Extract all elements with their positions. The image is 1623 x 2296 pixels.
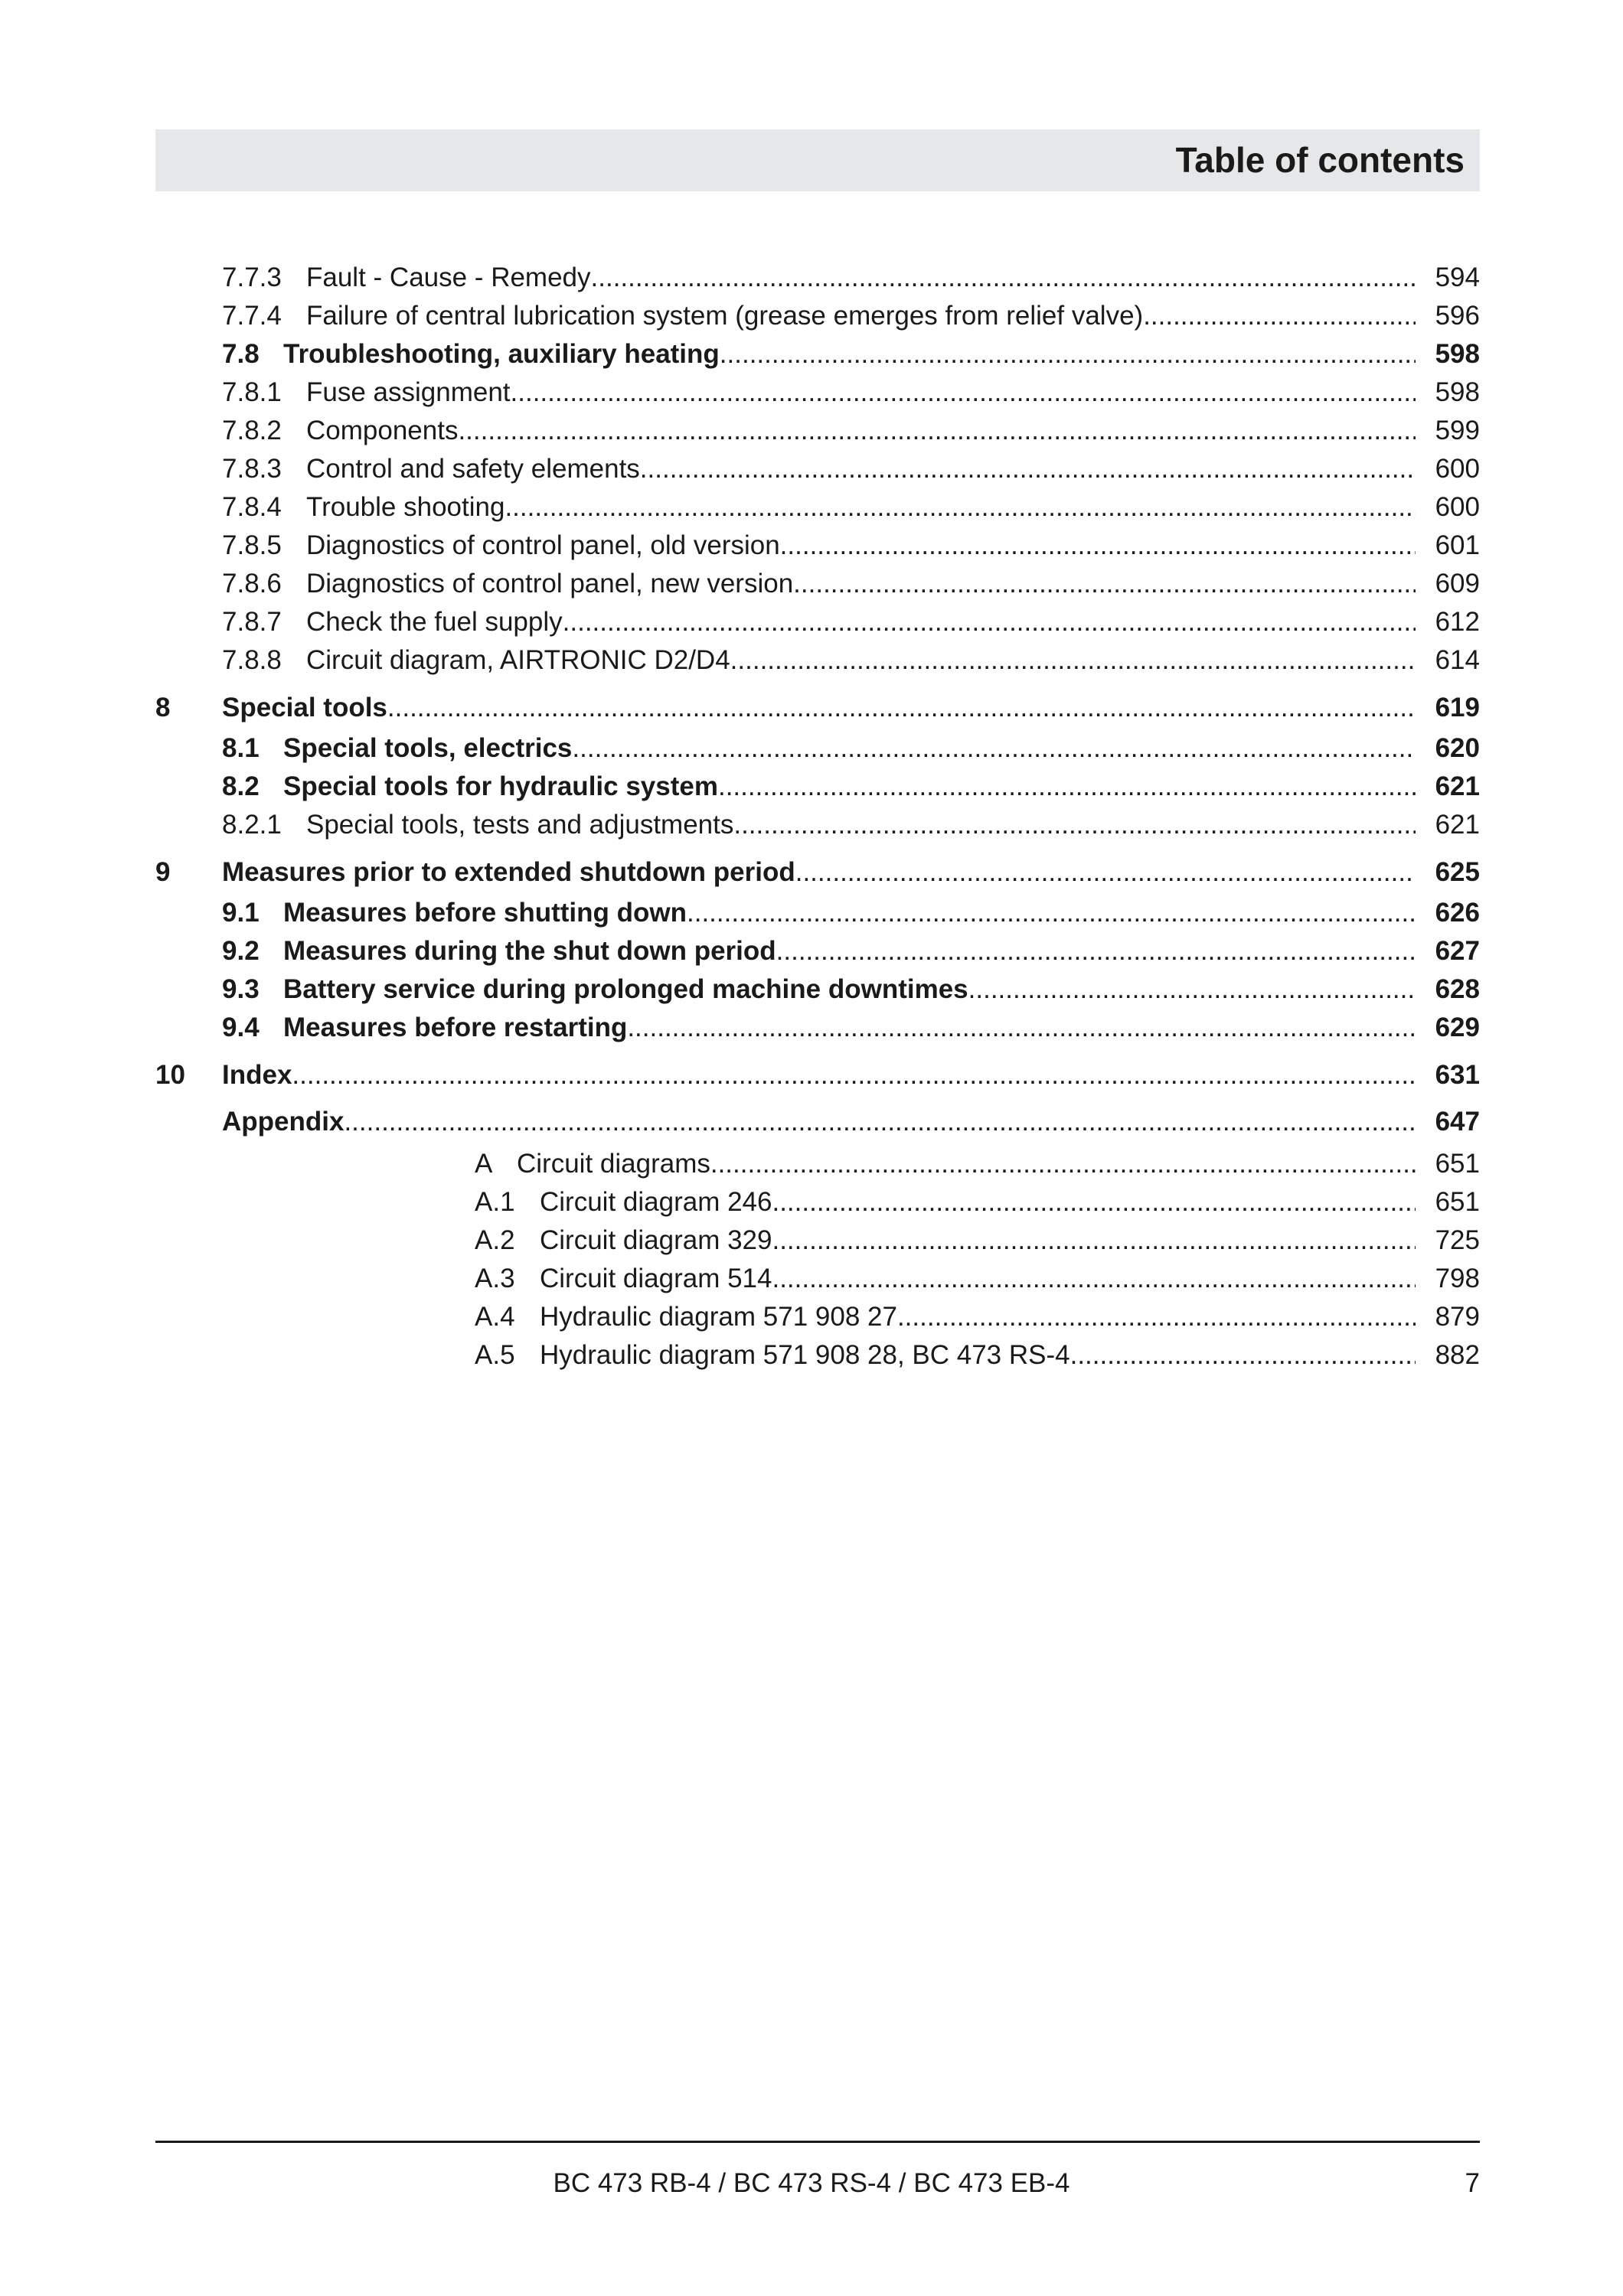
- footer-model-text: BC 473 RB-4 / BC 473 RS-4 / BC 473 EB-4: [553, 2168, 1070, 2198]
- toc-page: 625: [1435, 857, 1480, 887]
- toc-leader: [687, 895, 1416, 931]
- toc-entry[interactable]: [222, 807, 1480, 843]
- toc-number: 8.1: [222, 733, 260, 763]
- toc-title: Measures before restarting: [283, 1013, 628, 1042]
- toc-entry[interactable]: [475, 1300, 1480, 1335]
- toc-page: 620: [1435, 733, 1480, 763]
- toc-page: 600: [1435, 492, 1480, 522]
- toc-title: Special tools, electrics: [283, 733, 573, 763]
- toc-entry[interactable]: [475, 1261, 1480, 1296]
- toc-title: Appendix: [222, 1107, 345, 1137]
- toc-number: 9.4: [222, 1013, 260, 1042]
- toc-leader: [795, 855, 1416, 890]
- toc-entry[interactable]: [222, 375, 1480, 410]
- toc-title: Diagnostics of control panel, old version: [306, 530, 780, 560]
- toc-entry[interactable]: [475, 1146, 1480, 1182]
- toc-entry[interactable]: [475, 1338, 1480, 1373]
- toc-page: 599: [1435, 416, 1480, 445]
- toc-leader: [640, 452, 1416, 487]
- toc-title: Special tools, tests and adjustments: [306, 810, 734, 840]
- toc-title: Troubleshooting, auxiliary heating: [283, 339, 720, 369]
- toc-number: 7.8: [222, 339, 260, 369]
- toc-page: 628: [1435, 974, 1480, 1004]
- toc-leader: [776, 934, 1416, 969]
- toc-title: Circuit diagrams: [517, 1149, 710, 1179]
- toc-title: Fuse assignment: [306, 377, 511, 407]
- toc-number: 9.3: [222, 974, 260, 1004]
- toc-number: 7.8.2: [222, 416, 282, 445]
- toc-entry[interactable]: [222, 731, 1480, 766]
- toc-title: Control and safety elements: [306, 454, 640, 484]
- toc-number: A.2: [475, 1225, 515, 1255]
- toc-title: Circuit diagram 514: [540, 1264, 772, 1293]
- toc-page: 651: [1435, 1149, 1480, 1179]
- toc-page: 629: [1435, 1013, 1480, 1042]
- toc-page: 647: [1435, 1107, 1480, 1137]
- toc-page: 627: [1435, 936, 1480, 966]
- toc-entry[interactable]: [222, 528, 1480, 563]
- toc-title: Measures prior to extended shutdown period: [222, 857, 795, 887]
- toc-entry[interactable]: [222, 1010, 1480, 1045]
- toc-number: 8.2: [222, 771, 260, 801]
- toc-title: Hydraulic diagram 571 908 28, BC 473 RS-4: [540, 1340, 1070, 1370]
- toc-entry[interactable]: [155, 855, 1480, 890]
- toc-leader: [710, 1146, 1416, 1182]
- toc-number: A.3: [475, 1264, 515, 1293]
- toc-page: 612: [1435, 607, 1480, 637]
- toc-page: 651: [1435, 1187, 1480, 1217]
- toc-entry[interactable]: [222, 934, 1480, 969]
- toc-page: 725: [1435, 1225, 1480, 1255]
- footer-divider: [155, 2141, 1480, 2143]
- toc-leader: [733, 807, 1416, 843]
- toc-number: 7.8.3: [222, 454, 282, 484]
- toc-leader: [897, 1300, 1416, 1335]
- toc-leader: [772, 1223, 1416, 1258]
- toc-number: 9.1: [222, 898, 260, 928]
- toc-leader: [772, 1185, 1416, 1220]
- toc-title: Circuit diagram, AIRTRONIC D2/D4: [306, 645, 730, 675]
- toc-title: Measures during the shut down period: [283, 936, 776, 966]
- toc-title: Circuit diagram 329: [540, 1225, 772, 1255]
- toc-title: Diagnostics of control panel, new version: [306, 569, 794, 598]
- toc-leader: [1070, 1338, 1416, 1373]
- toc-title: Hydraulic diagram 571 908 27: [540, 1302, 897, 1332]
- footer-page-number: 7: [1465, 2168, 1480, 2198]
- toc-page: 598: [1435, 377, 1480, 407]
- toc-entry[interactable]: [222, 452, 1480, 487]
- toc-entry[interactable]: [222, 260, 1480, 295]
- toc-leader: [572, 731, 1416, 766]
- toc-number: 8: [155, 693, 171, 722]
- toc-leader: [458, 413, 1416, 448]
- toc-entry[interactable]: [222, 769, 1480, 804]
- toc-leader: [720, 337, 1416, 372]
- toc-number: A.4: [475, 1302, 515, 1332]
- toc-title: Measures before shutting down: [283, 898, 687, 928]
- toc-entry[interactable]: [222, 643, 1480, 678]
- toc-number: 9.2: [222, 936, 260, 966]
- toc-leader: [292, 1058, 1416, 1093]
- toc-number: A.1: [475, 1187, 515, 1217]
- toc-page: 619: [1435, 693, 1480, 722]
- header-bar: [155, 129, 1480, 191]
- toc-page: 596: [1435, 301, 1480, 331]
- toc-entry[interactable]: [475, 1185, 1480, 1220]
- toc-number: 7.8.4: [222, 492, 282, 522]
- toc-leader: [772, 1261, 1416, 1296]
- toc-leader: [344, 1104, 1416, 1140]
- toc-title: Special tools: [222, 693, 387, 722]
- toc-number: 7.7.3: [222, 263, 282, 292]
- toc-page: 601: [1435, 530, 1480, 560]
- toc-title: Check the fuel supply: [306, 607, 563, 637]
- toc-number: 7.8.6: [222, 569, 282, 598]
- toc-leader: [718, 769, 1416, 804]
- toc-leader: [730, 643, 1416, 678]
- toc-entry[interactable]: [155, 690, 1480, 726]
- toc-page: 631: [1435, 1060, 1480, 1090]
- toc-number: 7.7.4: [222, 301, 282, 331]
- toc-entry[interactable]: [222, 490, 1480, 525]
- toc-leader: [511, 375, 1416, 410]
- toc-leader: [387, 690, 1416, 726]
- toc-leader: [968, 972, 1416, 1007]
- toc-leader: [563, 605, 1416, 640]
- toc-page: 594: [1435, 263, 1480, 292]
- toc-leader: [1143, 298, 1416, 334]
- toc-page: 626: [1435, 898, 1480, 928]
- toc-title: Failure of central lubrication system (grease emerges from relief valve): [306, 301, 1144, 331]
- toc-number: 10: [155, 1060, 185, 1090]
- toc-entry[interactable]: [155, 1058, 1480, 1093]
- toc-entry[interactable]: [222, 298, 1480, 334]
- toc-title: Fault - Cause - Remedy: [306, 263, 591, 292]
- toc-title: Components: [306, 416, 459, 445]
- toc-page: 882: [1435, 1340, 1480, 1370]
- toc-number: 7.8.1: [222, 377, 282, 407]
- toc-title: Index: [222, 1060, 292, 1090]
- toc-leader: [793, 566, 1416, 602]
- toc-page: 879: [1435, 1302, 1480, 1332]
- toc-entry[interactable]: [222, 605, 1480, 640]
- toc-entry[interactable]: [475, 1223, 1480, 1258]
- toc-entry[interactable]: [222, 337, 1480, 372]
- toc-page: 798: [1435, 1264, 1480, 1293]
- toc-page: 600: [1435, 454, 1480, 484]
- toc-number: A: [475, 1149, 493, 1179]
- toc-title: Battery service during prolonged machine downtimes: [283, 974, 968, 1004]
- toc-number: 8.2.1: [222, 810, 282, 840]
- toc-leader: [591, 260, 1416, 295]
- toc-number: 9: [155, 857, 171, 887]
- toc-leader: [780, 528, 1416, 563]
- toc-page: 609: [1435, 569, 1480, 598]
- toc-number: 7.8.8: [222, 645, 282, 675]
- toc-page: 621: [1435, 810, 1480, 840]
- toc-number: 7.8.7: [222, 607, 282, 637]
- toc-entry[interactable]: [222, 972, 1480, 1007]
- toc-leader: [627, 1010, 1416, 1045]
- toc-page: 598: [1435, 339, 1480, 369]
- toc-number: A.5: [475, 1340, 515, 1370]
- toc-title: Circuit diagram 246: [540, 1187, 772, 1217]
- toc-number: 7.8.5: [222, 530, 282, 560]
- toc-entry[interactable]: [222, 1104, 1480, 1140]
- toc-entry[interactable]: [222, 413, 1480, 448]
- toc-page: 614: [1435, 645, 1480, 675]
- page-title: Table of contents: [1175, 140, 1465, 180]
- toc-page: 621: [1435, 771, 1480, 801]
- toc-title: Special tools for hydraulic system: [283, 771, 718, 801]
- toc-entry[interactable]: [222, 895, 1480, 931]
- toc-entry[interactable]: [222, 566, 1480, 602]
- toc-title: Trouble shooting: [306, 492, 505, 522]
- toc-leader: [505, 490, 1416, 525]
